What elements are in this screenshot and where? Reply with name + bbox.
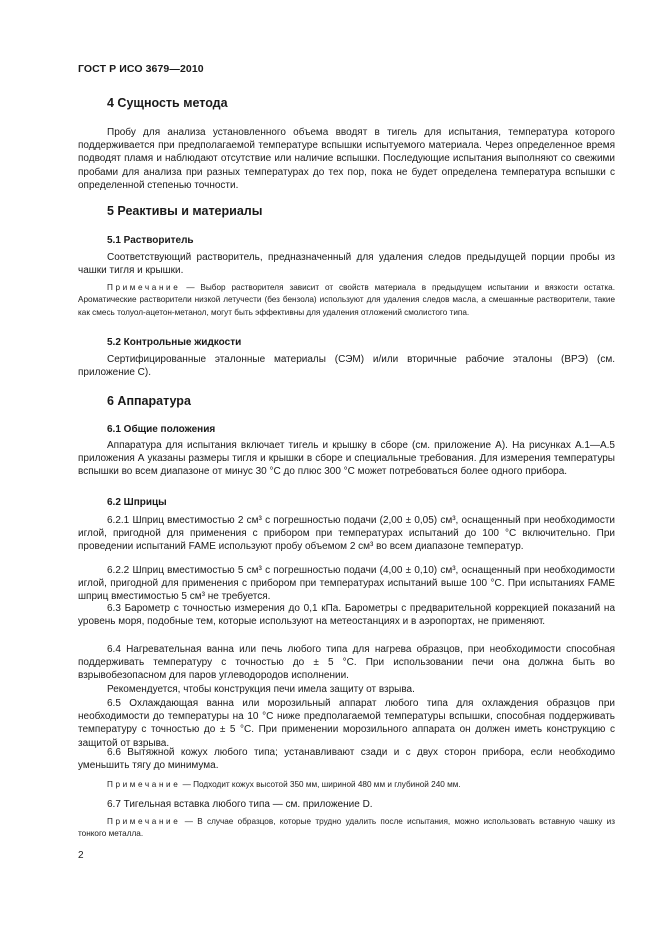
note-label: Примечание [107,780,181,789]
document-header: ГОСТ Р ИСО 3679—2010 [78,63,204,75]
paragraph-6-3: 6.3 Барометр с точностью измерения до 0,1 кПа. Барометры с предварительной коррекцией показаний на уровень моря, подобные тем, которые используют на метеостанциях и в аэропортах, не применяют. [78,603,615,628]
section-6-heading: 6 Аппаратура [107,394,191,408]
note-6-6 [78,779,615,791]
section-5-heading: 5 Реактивы и материалы [107,204,263,218]
note-text: — Подходит кожух высотой 350 мм, шириной 480 мм и глубиной 240 мм. [182,780,461,789]
page-number: 2 [78,850,84,861]
paragraph-6-2-2: 6.2.2 Шприц вместимостью 5 см³ с погрешностью подачи (4,00 ± 0,10) см³, оснащенный при необходимости иглой, пригодной для применения с прибором при температурах испытаний выше 100 °С. При испытаниях FAME шприц вместимостью 5 см³ не требуется. [78,565,615,603]
subsection-6-1-heading: 6.1 Общие положения [107,424,216,435]
subsection-5-2-heading: 5.2 Контрольные жидкости [107,337,242,348]
paragraph-6-4: 6.4 Нагревательная ванна или печь любого типа для нагрева образцов, при необходимости способная поддерживать температуру с точностью до ± 5 °С. При использовании печи она должна быть во взрывобезопасном для паров углеводородов исполнении. [78,644,615,682]
subsection-5-1-paragraph: Соответствующий растворитель, предназначенный для удаления следов предыдущей порции пробы из чашки тигля и крышки. [78,252,615,277]
paragraph-6-6: 6.6 Вытяжной кожух любого типа; устанавливают сзади и с двух сторон прибора, если необходимо уменьшить тягу до минимума. [78,747,615,772]
paragraph-6-5: 6.5 Охлаждающая ванна или морозильный аппарат любого типа для охлаждения образцов при необходимости до температуры на 10 °С ниже предполагаемой температуры вспышки, способная поддерживать температуру с точностью до ± 5 °С. При применении морозильного аппарата он должен иметь конструкцию с защитой от взрыва. [78,698,615,749]
note-5-1 [78,282,615,319]
subsection-5-1-heading: 5.1 Растворитель [107,235,194,246]
section-4-paragraph: Пробу для анализа установленного объема вводят в тигель для испытания, температура которого поддерживается при предполагаемой температуре вспышки испытуемого материала. Через определенное время подводят пламя и наблюдают отсутствие или наличие вспышки. Последующие испытания выполняют со свежими пробами для анализа при разных температурах до тех пор, пока не будет определена температура вспышки с определенной степенью точности. [78,127,615,191]
note-text: — В случае образцов, которые трудно удалить после испытания, можно использовать вставную чашку из тонкого металла. [78,817,615,839]
subsection-5-2-paragraph: Сертифицированные эталонные материалы (СЭМ) и/или вторичные рабочие эталоны (ВРЭ) (см. приложение С). [78,354,615,379]
paragraph-6-2-1: 6.2.1 Шприц вместимостью 2 см³ с погрешностью подачи (2,00 ± 0,05) см³, оснащенный при необходимости иглой, пригодной для применения с прибором при температурах испытаний до 100 °С включительно. При проведении испытаний FAME используют пробу объемом 2 см³ во всем диапазоне температур. [78,515,615,553]
paragraph-6-7: 6.7 Тигельная вставка любого типа — см. приложение D. [107,799,373,810]
note-label: Примечание [107,817,181,826]
note-text: — Выбор растворителя зависит от свойств материала в предыдущем испытании и вязкости остатка. Ароматические растворители низкой летучести (без бензола) используют для удаления следов масла, а смешанные растворители, такие как смесь толуол-ацетон-метанол, могут быть эффективны для удаления отложений смолистого типа. [78,283,615,317]
section-4-heading: 4 Сущность метода [107,96,228,110]
subsection-6-2-heading: 6.2 Шприцы [107,497,167,508]
note-6-7 [78,816,615,841]
note-label: Примечание [107,283,181,292]
paragraph-6-4-recommendation: Рекомендуется, чтобы конструкция печи имела защиту от взрыва. [107,684,415,695]
subsection-6-1-paragraph: Аппаратура для испытания включает тигель и крышку в сборе (см. приложение А). На рисунках А.1—А.5 приложения А указаны размеры тигля и крышки в сборе и специальные требования. Для измерения температуры вспышки во всем диапазоне от минус 30 °С до плюс 300 °С может потребоваться более одного прибора. [78,440,615,478]
